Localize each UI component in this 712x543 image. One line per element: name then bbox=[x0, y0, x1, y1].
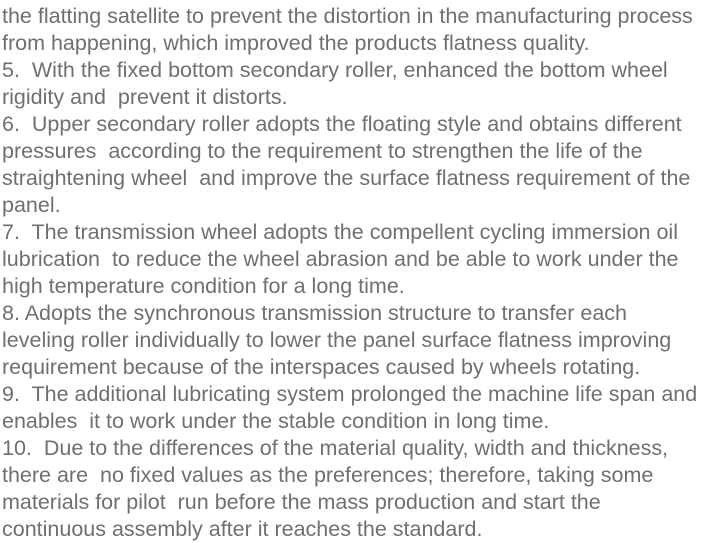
text-line: requirement because of the interspaces caused by wheels rotating. bbox=[2, 355, 641, 379]
text-line: from happening, which improved the products flatness quality. bbox=[2, 31, 590, 55]
text-line: 10. Due to the differences of the material quality, width and thickness, bbox=[2, 436, 669, 460]
text-line: lubrication to reduce the wheel abrasion and be able to work under the bbox=[2, 247, 679, 271]
text-line: leveling roller individually to lower the panel surface flatness improving bbox=[2, 328, 672, 352]
text-line: enables it to work under the stable condition in long time. bbox=[2, 409, 550, 433]
text-line: there are no fixed values as the preferences; therefore, taking some bbox=[2, 463, 654, 487]
text-line: 9. The additional lubricating system prolonged the machine life span and bbox=[2, 382, 698, 406]
text-line: 5. With the fixed bottom secondary roller, enhanced the bottom wheel bbox=[2, 58, 668, 82]
text-line: 6. Upper secondary roller adopts the floating style and obtains different bbox=[2, 112, 682, 136]
text-line: straightening wheel and improve the surface flatness requirement of the bbox=[2, 166, 691, 190]
text-line: the flatting satellite to prevent the distortion in the manufacturing process bbox=[2, 4, 693, 28]
text-line: panel. bbox=[2, 193, 61, 217]
text-line: pressures according to the requirement to strengthen the life of the bbox=[2, 139, 643, 163]
text-line: continuous assembly after it reaches the standard. bbox=[2, 517, 483, 541]
text-line: 7. The transmission wheel adopts the compellent cycling immersion oil bbox=[2, 220, 678, 244]
text-line: 8. Adopts the synchronous transmission structure to transfer each bbox=[2, 301, 628, 325]
text-line: high temperature condition for a long time. bbox=[2, 274, 405, 298]
text-line: rigidity and prevent it distorts. bbox=[2, 85, 288, 109]
text-line: materials for pilot run before the mass production and start the bbox=[2, 490, 601, 514]
